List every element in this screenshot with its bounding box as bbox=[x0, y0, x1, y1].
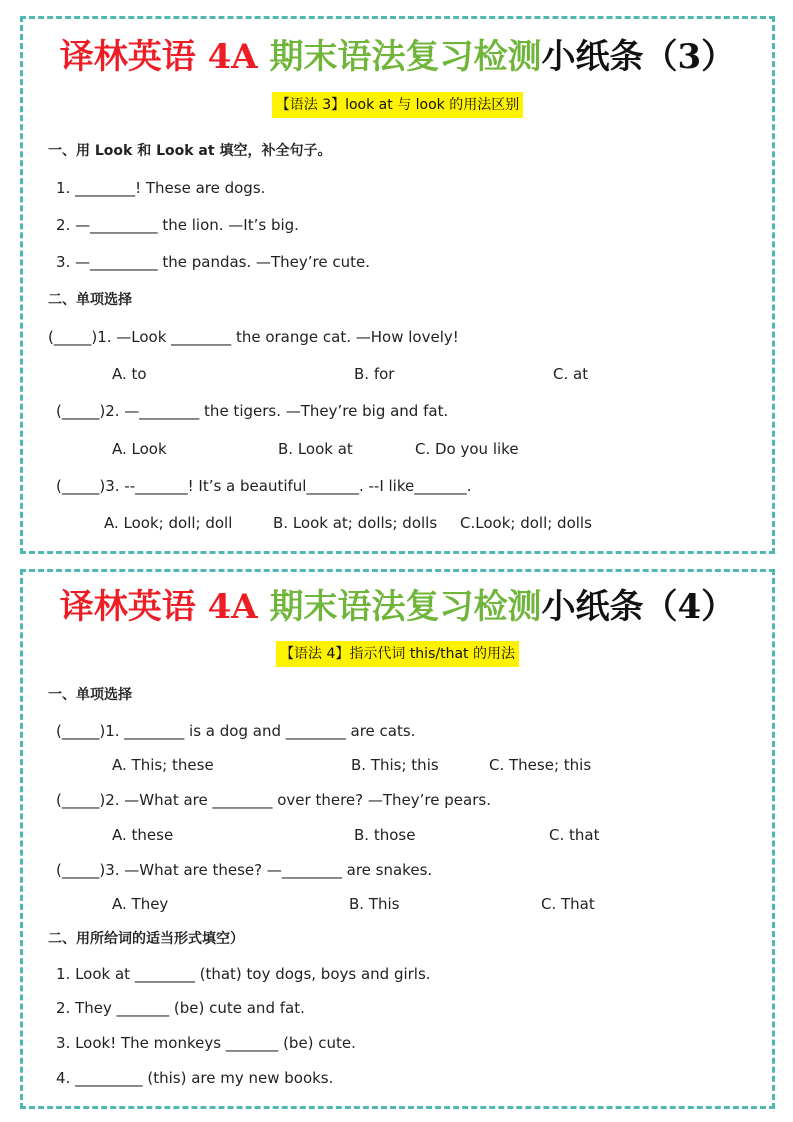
option-a: A. This; these bbox=[112, 756, 214, 774]
option-a: A. to bbox=[112, 365, 147, 383]
fill-item: 1. Look at ________ (that) toy dogs, boys and girls. bbox=[56, 965, 431, 983]
fill-item: 3. Look! The monkeys _______ (be) cute. bbox=[56, 1034, 356, 1052]
option-c: C. That bbox=[541, 895, 595, 913]
option-c: C. that bbox=[549, 826, 600, 844]
question-stem: (_____)3. —What are these? —________ are snakes. bbox=[56, 861, 433, 879]
title-green-part: 期末语法复习检测 bbox=[269, 587, 542, 627]
section-heading-choice: 二、单项选择 bbox=[48, 292, 132, 308]
worksheet-3 bbox=[20, 16, 775, 554]
option-c: C. Do you like bbox=[415, 440, 519, 458]
section-heading-choice: 一、单项选择 bbox=[48, 687, 132, 703]
option-c: C. These; this bbox=[489, 756, 592, 774]
option-b: B. for bbox=[354, 365, 395, 383]
option-b: B. This bbox=[349, 895, 400, 913]
option-b: B. those bbox=[354, 826, 416, 844]
question-stem: (_____)1. ________ is a dog and ________ are cats. bbox=[56, 722, 416, 740]
option-a: A. Look bbox=[112, 440, 167, 458]
worksheet-4-title bbox=[23, 587, 772, 627]
title-red-part: 译林英语 4A bbox=[59, 37, 258, 77]
option-a: A. these bbox=[112, 826, 174, 844]
option-b: B. This; this bbox=[351, 756, 439, 774]
section-heading-fill: 一、用 Look 和 Look at 填空，补全句子。 bbox=[48, 143, 332, 159]
fill-item: 4. _________ (this) are my new books. bbox=[56, 1069, 334, 1087]
title-red-part: 译林英语 4A bbox=[59, 587, 258, 627]
option-a: A. They bbox=[112, 895, 169, 913]
question-stem: (_____)3. --_______! It’s a beautiful_______. --I like_______. bbox=[56, 477, 472, 495]
grammar-subtitle: 【语法 3】look at 与 look 的用法区别 bbox=[272, 92, 523, 118]
fill-item: 2. —_________ the lion. —It’s big. bbox=[56, 216, 299, 234]
fill-item: 3. —_________ the pandas. —They’re cute. bbox=[56, 253, 371, 271]
option-c: C. at bbox=[553, 365, 589, 383]
title-green-part: 期末语法复习检测 bbox=[269, 37, 542, 77]
fill-item: 1. ________! These are dogs. bbox=[56, 179, 266, 197]
question-stem: (_____)2. —What are ________ over there? —They’re pears. bbox=[56, 791, 491, 809]
option-a: A. Look; doll; doll bbox=[104, 514, 233, 532]
option-b: B. Look at; dolls; dolls bbox=[273, 514, 438, 532]
section-heading-fill: 二、用所给词的适当形式填空） bbox=[48, 931, 244, 947]
worksheet-3-title bbox=[23, 37, 772, 77]
question-stem: (_____)2. —________ the tigers. —They’re big and fat. bbox=[56, 402, 449, 420]
question-stem: (_____)1. —Look ________ the orange cat. —How lovely! bbox=[48, 328, 459, 346]
option-b: B. Look at bbox=[278, 440, 353, 458]
title-black-part: 小纸条（3） bbox=[541, 37, 736, 77]
worksheet-4 bbox=[20, 569, 775, 1109]
grammar-subtitle: 【语法 4】指示代词 this/that 的用法 bbox=[276, 641, 519, 667]
fill-item: 2. They _______ (be) cute and fat. bbox=[56, 999, 305, 1017]
option-c: C.Look; doll; dolls bbox=[460, 514, 592, 532]
title-black-part: 小纸条（4） bbox=[541, 587, 736, 627]
